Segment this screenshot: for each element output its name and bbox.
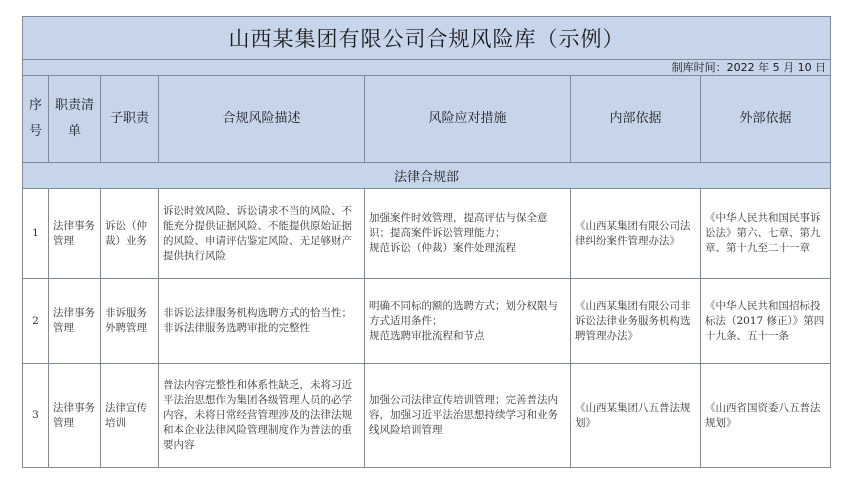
table-row [23,364,831,468]
row-internal-basis: 《山西某集团有限公司非诉讼法律业务服务机构选聘管理办法》 [571,279,701,364]
risk-register-table [22,16,831,468]
row-seq: 2 [23,279,49,364]
header-sub-duty: 子职责 [101,76,159,163]
row-sub-duty: 法律宣传培训 [101,364,159,468]
table-row [23,189,831,279]
row-seq: 1 [23,189,49,279]
row-external-basis: 《中华人民共和国民事诉讼法》第六、七章、第九章、第十九至二十一章 [701,189,831,279]
title-row [23,17,831,60]
header-row [23,76,831,163]
header-seq: 序号 [23,76,49,163]
created-date: 制库时间：2022 年 5 月 10 日 [23,60,831,76]
row-risk-desc: 诉讼时效风险、诉讼请求不当的风险、不能充分提供证据风险、不能提供原始证据的风险、申请评估鉴定风险、无足够财产提供执行风险 [159,189,365,279]
row-external-basis: 《中华人民共和国招标投标法（2017 修正）》第四十九条、五十一条 [701,279,831,364]
row-internal-basis: 《山西某集团有限公司法律纠纷案件管理办法》 [571,189,701,279]
row-duty: 法律事务管理 [49,364,101,468]
row-measures: 加强公司法律宣传培训管理；完善普法内容，加强习近平法治思想持续学习和业务线风险培训管理 [365,364,571,468]
risk-register-sheet [22,16,830,481]
row-seq: 3 [23,364,49,468]
row-sub-duty: 诉讼（仲裁）业务 [101,189,159,279]
header-duty: 职责清单 [49,76,101,163]
header-measures: 风险应对措施 [365,76,571,163]
date-row [23,60,831,76]
row-external-basis: 《山西省国资委八五普法规划》 [701,364,831,468]
row-measures: 明确不同标的额的选聘方式；划分权限与方式适用条件； 规范选聘审批流程和节点 [365,279,571,364]
row-measures: 加强案件时效管理，提高评估与保全意识；提高案件诉讼管理能力； 规范诉讼（仲裁）案件处理流程 [365,189,571,279]
header-external-basis: 外部依据 [701,76,831,163]
row-sub-duty: 非诉服务外聘管理 [101,279,159,364]
table-title: 山西某集团有限公司合规风险库（示例） [23,17,831,60]
row-internal-basis: 《山西某集团八五普法规划》 [571,364,701,468]
table-row [23,279,831,364]
header-internal-basis: 内部依据 [571,76,701,163]
row-duty: 法律事务管理 [49,189,101,279]
section-title: 法律合规部 [23,163,831,189]
row-duty: 法律事务管理 [49,279,101,364]
row-risk-desc: 非诉讼法律服务机构选聘方式的恰当性；非诉法律服务选聘审批的完整性 [159,279,365,364]
header-risk-desc: 合规风险描述 [159,76,365,163]
section-row [23,163,831,189]
row-risk-desc: 普法内容完整性和体系性缺乏，未将习近平法治思想作为集团各级管理人员的必学内容，未将日常经营管理涉及的法律法规和本企业法律风险管理制度作为普法的重要内容 [159,364,365,468]
